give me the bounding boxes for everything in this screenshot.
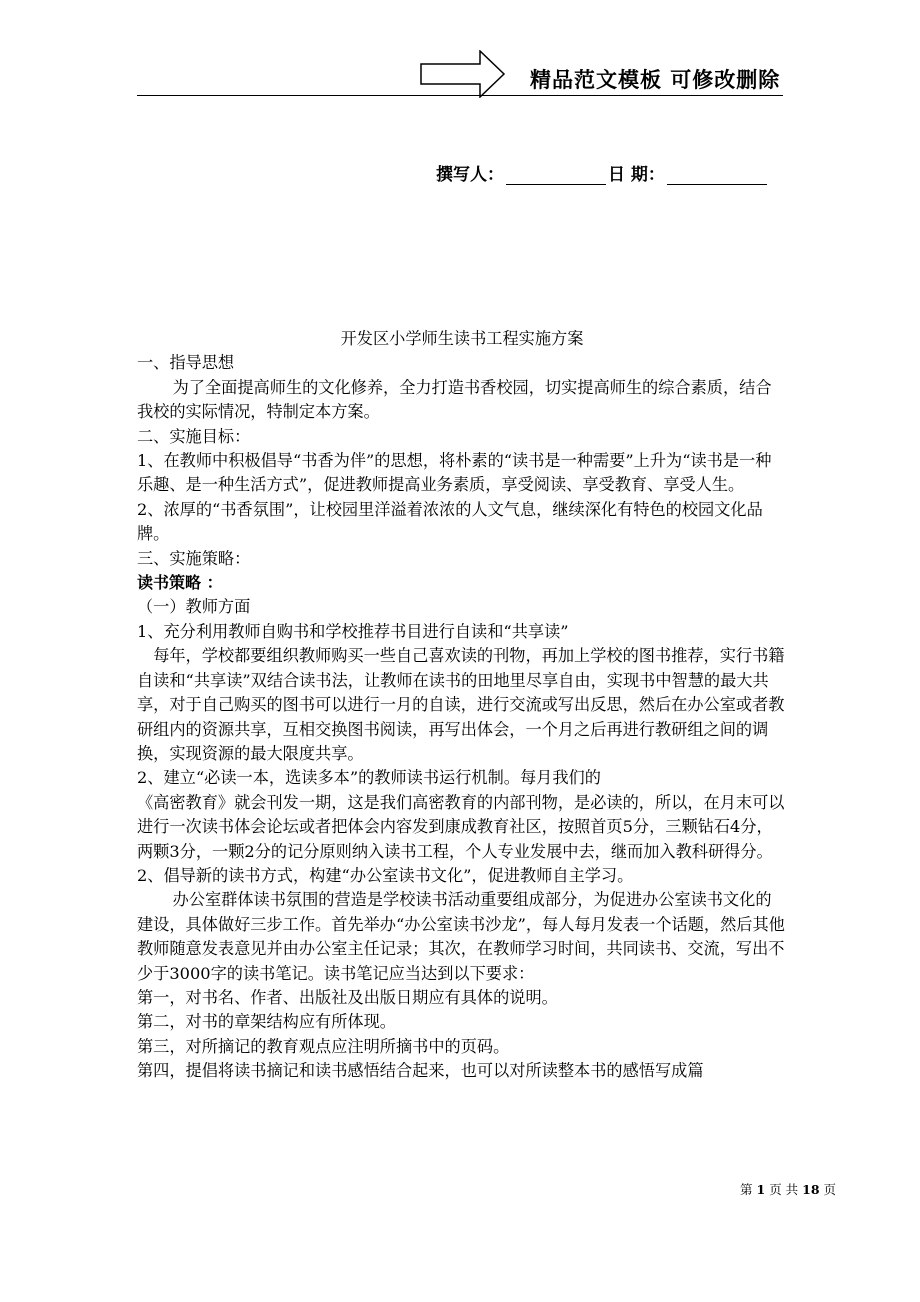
paragraph: 2、倡导新的读书方式，构建“办公室读书文化”，促进教师自主学习。 bbox=[137, 865, 634, 885]
paragraph: 2、建立“必读一本，选读多本”的教师读书运行机制。每月我们的 bbox=[137, 768, 601, 788]
date-blank bbox=[667, 166, 767, 185]
author-label: 撰写人： bbox=[436, 165, 504, 185]
list-item: 第二，对书的章架结构应有所体现。 bbox=[137, 1012, 396, 1032]
section-heading: 二、实施目标： bbox=[137, 426, 251, 446]
paragraph: 2、浓厚的“书香氛围”，让校园里洋溢着浓浓的人文气息，继续深化有特色的校园文化品牌。 bbox=[137, 499, 763, 544]
paragraph: 《高密教育》就会刊发一期，这是我们高密教育的内部刊物，是必读的，所以，在月末可以进行一次读书体会论坛或者把体会内容发到康成教育社区，按照首页5分，三颗钻石4分，两颗3分，一颗2分的记分原则纳入读书工程，个人专业发展中去，继而加入教科研得分。 bbox=[137, 792, 785, 861]
paragraph: 为了全面提高师生的文化修养，全力打造书香校园，切实提高师生的综合素质，结合我校的实际情况，特制定本方案。 bbox=[137, 377, 772, 422]
bold-heading: 读书策略 ： bbox=[137, 573, 223, 593]
paragraph: 1、在教师中积极倡导“书香为伴”的思想，将朴素的“读书是一种需要”上升为“读书是一种乐趣、是一种生活方式”，促进教师提高业务素质，享受阅读、享受教育、享受人生。 bbox=[137, 451, 772, 495]
section-heading: 三、实施策略： bbox=[137, 548, 251, 568]
right-arrow-icon bbox=[420, 50, 506, 98]
page-footer bbox=[740, 1180, 836, 1198]
page-total: 18 bbox=[802, 1182, 820, 1197]
paragraph: 1、充分利用教师自购书和学校推荐书目进行自读和“共享读” bbox=[137, 621, 569, 641]
paragraph: 每年，学校都要组织教师购买一些自己喜欢读的刊物，再加上学校的图书推荐，实行书籍自读和“共享读”双结合读书法，让教师在读书的田地里尽享自由，实现书中智慧的最大共享，对于自己购买的图书可以进行一月的自读，进行交流或写出反思，然后在办公室或者教研组内的资源共享，互相交换图书阅读，再写出体会，一个月之后再进行教研组之间的调换，实现资源的最大限度共享。 bbox=[137, 646, 785, 763]
page-number: 1 bbox=[756, 1182, 766, 1197]
footer-prefix: 第 bbox=[740, 1182, 753, 1197]
header-divider bbox=[137, 95, 783, 96]
date-label: 日 期： bbox=[608, 165, 665, 185]
header-title: 精品范文模板 可修改删除 bbox=[530, 68, 781, 92]
list-item: 第四，提倡将读书摘记和读书感悟结合起来，也可以对所读整本书的感悟写成篇 bbox=[137, 1061, 704, 1081]
subsection-heading: （一）教师方面 bbox=[137, 597, 251, 617]
author-date-line bbox=[436, 160, 769, 185]
section-heading: 一、指导思想 bbox=[137, 353, 235, 373]
paragraph: 办公室群体读书氛围的营造是学校读书活动重要组成部分，为促进办公室读书文化的建设，具体做好三步工作。首先举办“办公室读书沙龙”，每人每月发表一个话题，然后其他教师随意发表意见并由办公室主任记录；其次，在教师学习时间，共同读书、交流，写出不少于3000字的读书笔记。读书笔记应当达到以下要求： bbox=[137, 890, 785, 983]
author-blank bbox=[506, 166, 606, 185]
document-title: 开发区小学师生读书工程实施方案 bbox=[340, 329, 584, 348]
list-item: 第一，对书名、作者、出版社及出版日期应有具体的说明。 bbox=[137, 987, 558, 1007]
footer-suffix: 页 bbox=[823, 1182, 837, 1197]
document-body bbox=[137, 327, 787, 1084]
footer-middle: 页 共 bbox=[769, 1182, 799, 1197]
list-item: 第三，对所摘记的教育观点应注明所摘书中的页码。 bbox=[137, 1036, 510, 1056]
